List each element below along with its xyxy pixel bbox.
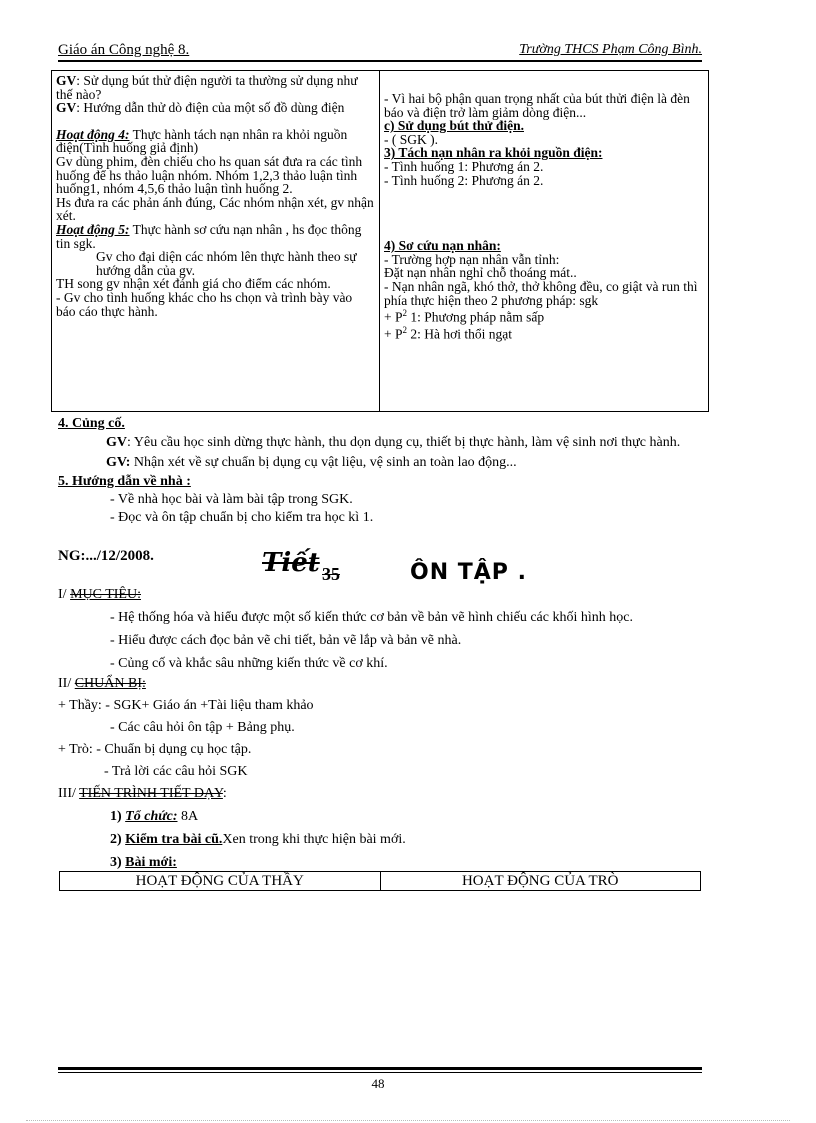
consolidation-section	[58, 413, 718, 527]
text-line: - Tình huống 2: Phương án 2.	[384, 172, 544, 188]
step-new-lesson: 3) Bài mới:	[110, 855, 177, 870]
text-line: - Về nhà học bài và làm bài tập trong SGK.	[110, 492, 353, 507]
objectives-section	[58, 584, 718, 674]
text-line: + Trò: - Chuẩn bị dụng cụ học tập.	[58, 742, 252, 757]
lesson-label: Tiết	[262, 548, 320, 578]
page-edge	[26, 1120, 790, 1121]
text-line: - Vì hai bộ phận quan trọng nhất của bút thửi điện là đèn báo và điện trở làm giảm dòng điện...	[384, 91, 690, 120]
text-line: - Hiểu được cách đọc bản vẽ chi tiết, bản vẽ lắp và bản vẽ nhà.	[110, 633, 462, 648]
lesson-date: NG:.../12/2008.	[58, 548, 154, 564]
header-subject: Giáo án Công nghệ 8.	[58, 42, 190, 58]
lesson-number: 35	[322, 564, 340, 584]
text-line: GV: Nhận xét về sự chuẩn bị dụng cụ vật liệu, vệ sinh an toàn lao động...	[106, 455, 517, 470]
section-title: 5. Hướng dẫn về nhà :	[58, 474, 191, 489]
text-line: - Hệ thống hóa và hiểu được một số kiến thức cơ bản về bản vẽ hình chiếu các khối hình học.	[110, 610, 633, 625]
section-title: III/ TIẾN TRÌNH TIẾT DẠY:	[58, 786, 227, 801]
preparation-section	[58, 673, 718, 782]
student-activity-header: HOẠT ĐỘNG CỦA TRÒ	[461, 873, 619, 889]
page-number: 48	[371, 1076, 385, 1091]
student-activity-column	[380, 71, 708, 411]
text-line: Gv dùng phim, đèn chiếu cho hs quan sát đưa ra các tình huống để hs thảo luận nhóm. Nhóm 1,2,3 thảo luận tình huống1, nhóm 4,5,6 thảo luận tình huống 2.	[56, 153, 363, 197]
text-line: + $P^2$ 2: Hà hơi thổi ngạt	[384, 325, 513, 342]
lesson-title: ÔN TẬP .	[410, 560, 527, 585]
text-line: - Các câu hỏi ôn tập + Bảng phụ.	[110, 720, 295, 735]
text-line: + Thầy: - SGK+ Giáo án +Tài liệu tham khảo	[58, 698, 314, 713]
text-line: - Nạn nhân ngã, khó thở, thở không đều, co giật và run thì phía thực hiện theo 2 phương pháp: sgk	[384, 278, 698, 308]
activity-4: Hoạt động 4: Thực hành tách nạn nhân ra khỏi nguồn điện(Tình huống giả định)	[56, 126, 348, 156]
text-line: Đặt nạn nhân nghỉ chỗ thoáng mát..	[384, 265, 577, 281]
text-line: - Tình huống 1: Phương án 2.	[384, 158, 544, 174]
text-line: GV: Hướng dẫn thử dò điện của một số đồ dùng điện	[56, 100, 345, 116]
text-line: Gv cho đại diện các nhóm lên thực hành theo sự hướng dẫn của gv.	[96, 249, 357, 278]
step-organization: 1) Tổ chức: 8A	[110, 809, 199, 824]
subheading: c) Sử dụng bút thử điện.	[384, 118, 524, 134]
teacher-activity-header: HOẠT ĐỘNG CỦA THẦY	[60, 872, 381, 890]
text-line: - ( SGK ).	[384, 131, 438, 147]
footer-rule	[58, 1067, 702, 1070]
text-line: GV: Sử dụng bút thử điện người ta thường sử dụng như thế nào?	[56, 73, 358, 102]
procedure-section	[58, 783, 718, 873]
page-header	[58, 38, 702, 60]
activity-table	[51, 70, 709, 412]
step-review: 2) Kiểm tra bài cũ.Xen trong khi thực hiện bài mới.	[110, 832, 406, 847]
text-line: - Đọc và ôn tập chuẩn bị cho kiểm tra học kì 1.	[110, 510, 374, 525]
subheading: 4) Sơ cứu nạn nhân:	[384, 238, 501, 254]
text-line: Hs đưa ra các phản ánh đúng, Các nhóm nhận xét, gv nhận xét.	[56, 194, 374, 224]
text-line: + $P^2$ 1: Phương pháp nằm sấp	[384, 308, 545, 325]
section-title: 4. Củng cố.	[58, 416, 125, 431]
teacher-activity-column	[52, 71, 380, 411]
activity-header-table	[59, 871, 701, 891]
subheading: 3) Tách nạn nhân ra khỏi nguồn điện:	[384, 145, 603, 161]
text-line: TH song gv nhận xét đánh giá cho điểm các nhóm.	[56, 276, 331, 292]
text-line: GV: Yêu cầu học sinh dừng thực hành, thu dọn dụng cụ, thiết bị thực hành, làm vệ sinh nơi thực hành.	[106, 435, 681, 450]
text-line: - Trường hợp nạn nhân vẫn tỉnh:	[384, 251, 560, 267]
activity-5: Hoạt động 5: Thực hành sơ cứu nạn nhân , hs đọc thông tin sgk.	[56, 221, 362, 251]
text-line: - Trả lời các câu hỏi SGK	[104, 764, 248, 779]
header-school: Trường THCS Phạm Công Bình.	[519, 42, 702, 57]
footer-rule	[58, 1072, 702, 1073]
section-title: II/ CHUẨN BỊ:	[58, 676, 146, 691]
text-line: - Gv cho tình huống khác cho hs chọn và trình bày vào báo cáo thực hành.	[56, 289, 353, 319]
header-rule	[58, 60, 702, 62]
section-title: I/ MỤC TIÊU:	[58, 587, 141, 602]
text-line: - Củng cố và khắc sâu những kiến thức về cơ khí.	[110, 656, 388, 671]
